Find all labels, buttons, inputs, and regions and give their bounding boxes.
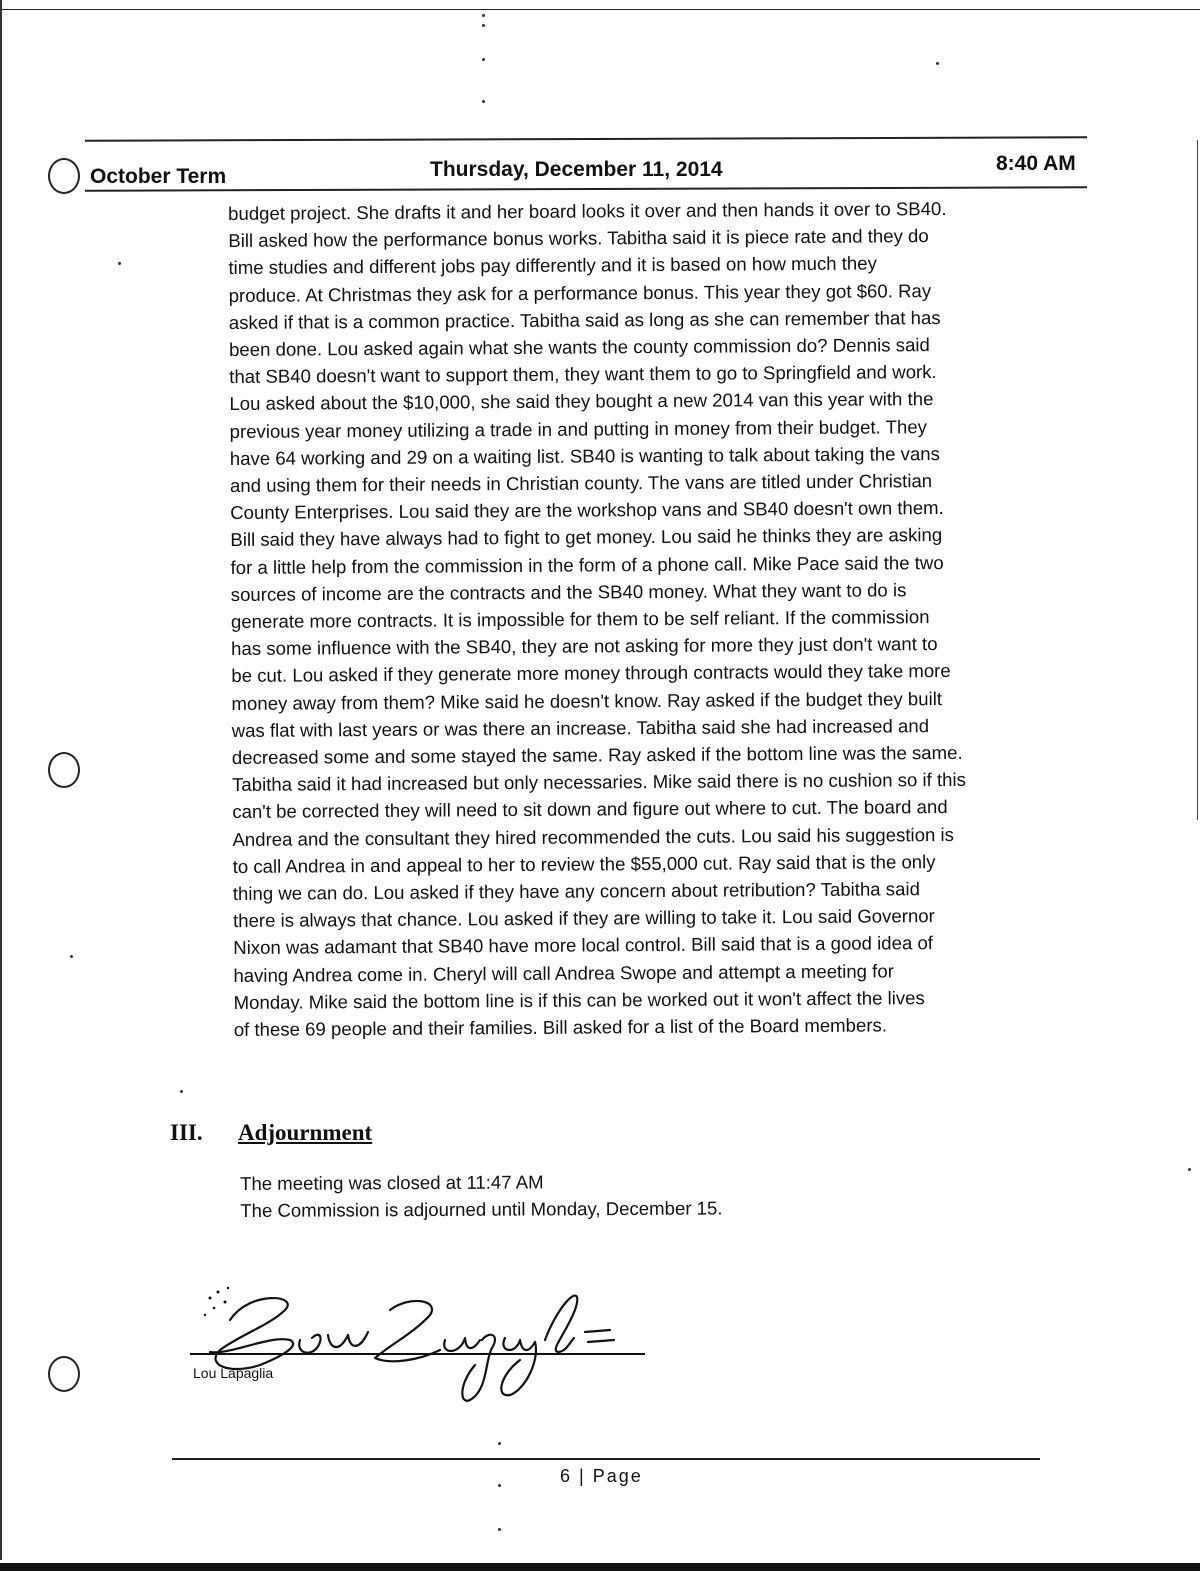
body-line: for a little help from the commission in the form of a phone call. Mike Pace said the two (230, 551, 944, 578)
scan-speck (482, 24, 485, 27)
section-title: Adjournment (238, 1120, 373, 1145)
scan-speck (1188, 1168, 1191, 1171)
scan-speck (482, 100, 485, 103)
body-line: time studies and different jobs pay differently and it is based on how much they (228, 252, 877, 279)
handwritten-signature (190, 1280, 650, 1410)
body-line: budget project. She drafts it and her board looks it over and then hands it over to SB40. (228, 197, 947, 224)
page-number: 6 | Page (560, 1466, 643, 1486)
body-line: County Enterprises. Lou said they are the workshop vans and SB40 doesn't own them. (230, 497, 944, 524)
body-line: Andrea and the consultant they hired recommended the cuts. Lou said his suggestion is (232, 823, 955, 850)
body-line: thing we can do. Lou asked if they have any concern about retribution? Tabitha said (232, 878, 920, 905)
scan-speck (936, 62, 939, 65)
body-line: generate more contracts. It is impossible for them to be self reliant. If the commission (230, 606, 930, 633)
page-right-edge (1197, 140, 1199, 820)
section-number: III. (170, 1120, 203, 1145)
scan-speck (482, 58, 485, 61)
header-term: October Term (90, 165, 227, 188)
body-line: Tabitha said it had increased but only necessaries. Mike said there is no cushion so if this (232, 769, 966, 796)
signatory-name: Lou Lapaglia (193, 1365, 274, 1381)
body-line: asked if that is a common practice. Tabitha said as long as she can remember that has (228, 306, 941, 333)
body-line: there is always that chance. Lou asked if they are willing to take it. Lou said Governor (232, 905, 935, 932)
binder-hole (48, 752, 80, 788)
body-line: Lou asked about the $10,000, she said they bought a new 2014 van this year with the (229, 388, 934, 415)
body-line: has some influence with the SB40, they are not asking for more they just don't want to (231, 633, 938, 660)
scan-speck (498, 1442, 501, 1445)
body-line: of these 69 people and their families. Bill asked for a list of the Board members. (233, 1014, 888, 1041)
header-rule-top (85, 136, 1087, 141)
minutes-body (228, 194, 1034, 1043)
page-bottom-edge (0, 1563, 1200, 1571)
body-line: Nixon was adamant that SB40 have more local control. Bill said that is a good idea of (233, 932, 934, 959)
footer-rule (172, 1458, 1040, 1460)
body-line: be cut. Lou asked if they generate more money through contracts would they take more (231, 660, 951, 687)
section-heading (170, 1120, 372, 1146)
body-line: sources of income are the contracts and the SB40 money. What they want to do is (230, 579, 907, 605)
body-line: having Andrea come in. Cheryl will call Andrea Swope and attempt a meeting for (233, 960, 894, 986)
body-line: decreased some and some stayed the same. Ray asked if the bottom line was the same. (231, 741, 963, 769)
body-line: previous year money utilizing a trade in and putting in money from their budget. They (229, 415, 927, 442)
body-line: money away from them? Mike said he doesn't know. Ray asked if the budget they built (231, 687, 943, 714)
body-line: been done. Lou asked again what she wants the county commission do? Dennis said (228, 334, 930, 361)
body-line: Monday. Mike said the bottom line is if this can be worked out it won't affect the lives (233, 987, 925, 1013)
adjournment-line: The meeting was closed at 11:47 AM (240, 1171, 544, 1194)
signature-line (190, 1353, 645, 1355)
scan-speck (118, 262, 121, 265)
page-top-edge (0, 0, 1200, 10)
binder-hole (48, 158, 80, 194)
binder-hole (48, 1356, 80, 1392)
body-line: that SB40 doesn't want to support them, they want them to go to Springfield and work. (229, 361, 937, 388)
body-line: and using them for their needs in Christian county. The vans are titled under Christian (229, 470, 933, 497)
scan-speck (482, 14, 485, 17)
page-left-edge (0, 0, 2, 1560)
adjournment-text (240, 1167, 723, 1224)
body-line: have 64 working and 29 on a waiting list. SB40 is wanting to talk about taking the vans (229, 442, 940, 469)
header-time: 8:40 AM (996, 152, 1076, 175)
body-line: can't be corrected they will need to sit down and figure out where to cut. The board and (232, 796, 948, 823)
body-line: was flat with last years or was there an increase. Tabitha said she had increased and (231, 714, 930, 741)
scan-speck (498, 1484, 501, 1487)
scan-speck (180, 1090, 183, 1093)
body-line: Bill asked how the performance bonus works. Tabitha said it is piece rate and they do (228, 225, 929, 252)
header-rule-bottom (85, 186, 1087, 191)
adjournment-line: The Commission is adjourned until Monday, December 15. (240, 1197, 723, 1221)
body-line: produce. At Christmas they ask for a performance bonus. This year they got $60. Ray (228, 279, 932, 306)
header-date: Thursday, December 11, 2014 (430, 158, 723, 181)
body-line: Bill said they have always had to fight to get money. Lou said he thinks they are asking (230, 524, 943, 551)
body-line: to call Andrea in and appeal to her to review the $55,000 cut. Ray said that is the only (232, 850, 936, 877)
scan-speck (498, 1528, 501, 1531)
scan-speck (70, 955, 73, 958)
